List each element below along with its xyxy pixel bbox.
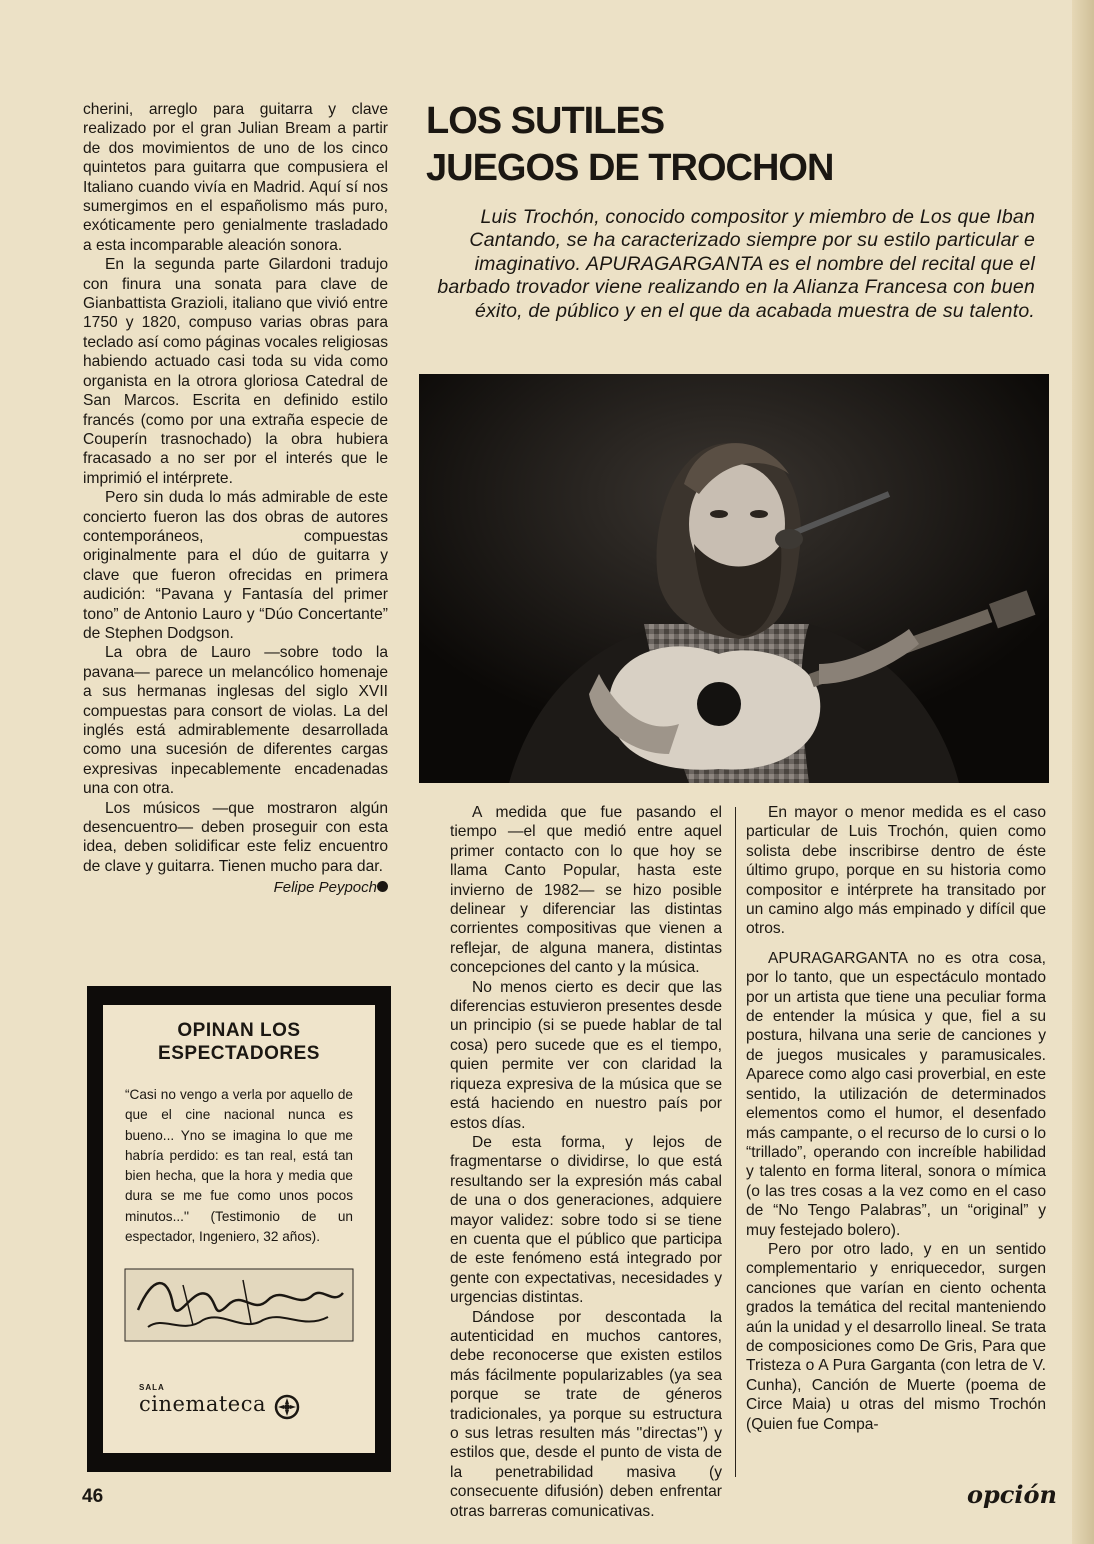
right-paragraph-1: En mayor o menor medida es el caso particular de Luis Trochón, quien como solista debe inscribirse dentro de éste último grupo, porque en su historia como compositor e intérprete ha transitado por un camino algo más empinado y difícil que otros. xyxy=(746,804,1046,938)
article-lead: Luis Trochón, conocido compositor y miembro de Los que Iban Cantando, se ha caracterizado siempre por su estilo particular e imaginativo. APURAGARGANTA es el nombre del recital que el barbado trovador viene realizando en la Alianza Francesa con buen éxito, de público y en el que da acabada muestra de su talento. xyxy=(437,206,1035,322)
right-column xyxy=(746,803,1046,1434)
left-paragraph-4: La obra de Lauro —sobre todo la pavana— parece un melancólico homenaje a sus hermanas inglesas del siglo XVII compuestas para consort de violas. La del inglés está admirablemente desarrollada como una sucesión de diferentes cargas expresivas inpecablemente encadenadas una con otra. xyxy=(83,644,388,798)
right-paragraph-3: Pero por otro lado, y en un sentido complementario y enriquecedor, surgen canciones que varían en ciento ochenta grados la temática del recital manteniendo aún la unidad y el desarrollo lineal. Se trata de composiciones como De Gris, Para que Tristeza o A Pura Garganta (con letra de V. Cunha), Canción de Muerte (poema de Circe Maia) u otras del mismo Trochón (Quien fue Compa- xyxy=(746,1240,1046,1433)
magazine-logo: opción xyxy=(967,1480,1057,1509)
left-paragraph-5 xyxy=(83,799,388,877)
headline-line-2: JUEGOS DE TROCHON xyxy=(426,147,834,189)
film-title-script-logo xyxy=(123,1265,355,1345)
advertisement-title-line-2: ESPECTADORES xyxy=(158,1043,320,1064)
page-edge xyxy=(1072,0,1094,1544)
middle-paragraph-2: No menos cierto es decir que las diferencias estuvieron presentes desde un principio (si se puede hablar de tal cosa) pero sucede que es el tiempo, quien permite ver con claridad la riqueza expresiva de la música que se está haciendo en nuestro país por estos días. xyxy=(450,978,722,1132)
middle-paragraph-3: De esta forma, y lejos de fragmentarse o dividirse, lo que está resultando ser la expresión más cabal de una o dos generaciones, adquiere mayor validez: sobre todo si se tiene en cuenta que el público que participa de este fenómeno está integrado por gente con expectativas, necesidades y urgencias distintas. xyxy=(450,1133,722,1307)
middle-column xyxy=(450,803,722,1521)
musician-photo xyxy=(419,374,1049,783)
middle-paragraph-1: A medida que fue pasando el tiempo —el que medió entre aquel primer contacto con lo que hoy se llama Canto Popular, hasta este invierno de 1982— se hizo posible delinear y diferenciar las distintas corrientes compositivas que vienen a reflejar, de alguna manera, distintas concepciones del canto y la música. xyxy=(450,804,722,977)
sala-label: SALA xyxy=(139,1383,165,1392)
author-signature: Felipe Peypoch xyxy=(273,879,377,897)
guitarist-illustration xyxy=(419,374,1049,783)
page-number: 46 xyxy=(82,1486,104,1507)
left-column xyxy=(83,100,388,898)
middle-paragraph-4: Dándose por descontada la autenticidad en muchos cantores, debe reconocerse que existen estilos más fácilmente popularizables (ya sea porque se trate de géneros tradicionales, ya porque su estructura o sus letras resulten más ''directas'') y estilos que, desde el punto de vista de la penetrabilidad masiva (y consecuente difusión) deben enfrentar otras barreras comunicativas. xyxy=(450,1308,722,1520)
headline-line-1: LOS SUTILES xyxy=(426,100,665,142)
left-paragraph-1: cherini, arreglo para guitarra y clave realizado por el gran Julian Bream a partir de dos movimientos de uno de los cinco quintetos para guitarra que compusiera el Italiano cuando vivía en Madrid. Aquí sí nos sumergimos en el españolismo más puro, exóticamente pero genialmente trasladado a esta incomparable aleación sonora. xyxy=(83,101,388,254)
advertisement-title-line-1: OPINAN LOS xyxy=(177,1020,301,1041)
article-headline xyxy=(426,98,1046,192)
left-paragraph-5-text: Los músicos —que mostraron algún desencuentro— deben proseguir con esta idea, deben solidificar este feliz encuentro de clave y guitarra. Tienen mucho para dar. xyxy=(83,799,388,875)
left-paragraph-2: En la segunda parte Gilardoni tradujo con finura una sonata para clave de Gianbattista Grazioli, italiano que vivió entre 1750 y 1820, compuso varias obras para teclado así como páginas vocales religiosas habiendo actuado casi toda su vida como organista en la otrora gloriosa Catedral de San Marcos. Escrita en definido estilo francés (como por una extraña especie de Couperín trasnochado) la obra hubiera fracasado a no ser por el interés que le imprimió el intérprete. xyxy=(83,256,388,487)
column-divider xyxy=(735,807,736,1477)
cinemateca-logo xyxy=(139,1383,359,1420)
right-paragraph-2: APURAGARGANTA no es otra cosa, por lo tanto, que un espectáculo montado por un artista que tiene una peculiar forma de entender la música y que, fiel a su postura, hilvana una serie de canciones y de juegos musicales y paramusicales. Aparece como algo casi proverbial, en este sentido, la utilización de determinados elementos como el humor, el desenfado más campante, o el recurso de lo cursi o lo “trillado”, operando con increíble habilidad y talento en forma literal, sonora o mímica (o las tres cosas a la vez como en el caso de “No Tengo Palabras”, un “original” y muy festejado bolero). xyxy=(746,949,1046,1239)
left-paragraph-3: Pero sin duda lo más admirable de este concierto fueron las dos obras de autores contemporáneos, compuestas originalmente para el dúo de guitarra y clave que fueron ofrecidas en primera audición: “Pavana y Fantasía del primer tono” de Antonio Lauro y “Dúo Concertante” de Stephen Dodgson. xyxy=(83,489,388,642)
venue-name: cinemateca xyxy=(139,1392,267,1416)
advertisement-panel xyxy=(103,1005,375,1453)
spectator-quote: “Casi no vengo a verla por aquello de que el cine nacional nunca es bueno... Yno se imagina lo que me habría perdido: es tan real, está tan bien hecha, que la hora y media que dura se me fue como unos pocos minutos...'' (Testimonio de un espectador, Ingeniero, 32 años). xyxy=(125,1087,353,1245)
film-reel-icon xyxy=(274,1394,300,1420)
advertisement-title xyxy=(103,1019,375,1065)
cinemateca-advertisement xyxy=(87,986,391,1472)
